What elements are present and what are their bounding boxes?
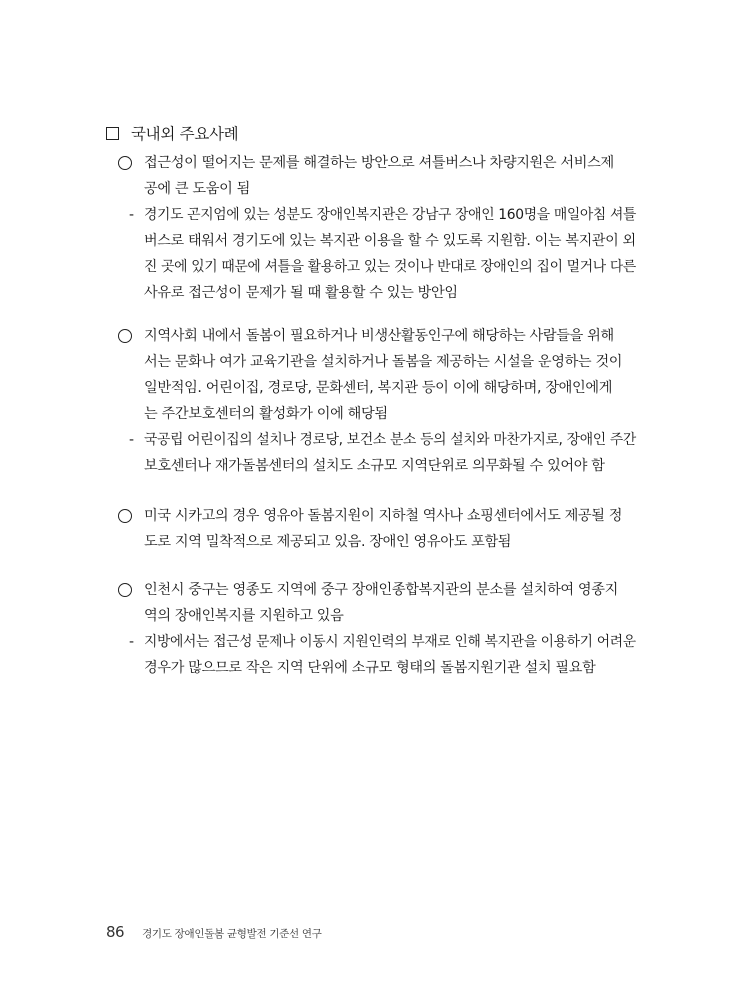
- main-point-line: 인천시 중구는 영종도 지역에 중구 장애인종합복지관의 분소를 설치하여 영종지: [144, 582, 619, 598]
- circle-bullet-icon: [118, 583, 132, 597]
- main-point-line: 접근성이 떨어지는 문제를 해결하는 방안으로 셔틀버스나 차량지원은 서비스제: [144, 155, 614, 171]
- running-title: 경기도 장애인돌봄 균형발전 기준선 연구: [142, 928, 322, 940]
- sub-point-line: 국공립 어린이집의 설치나 경로당, 보건소 분소 등의 설치와 마찬가지로, 장애인 주간: [144, 432, 636, 448]
- circle-bullet-icon: [118, 156, 132, 170]
- main-point-line: 일반적임. 어린이집, 경로당, 문화센터, 복지관 등이 이에 해당하며, 장애인에게: [144, 380, 613, 396]
- main-point-line: 는 주간보호센터의 활성화가 이에 해당됨: [144, 406, 388, 422]
- dash-bullet-icon: -: [129, 432, 135, 448]
- dash-bullet-icon: -: [129, 207, 135, 223]
- circle-bullet-icon: [118, 329, 132, 343]
- page-number: 86: [106, 923, 125, 941]
- section-heading: [106, 122, 238, 144]
- main-point-line: 공에 큰 도움이 됨: [144, 181, 250, 197]
- sub-point-line: 경기도 곤지엄에 있는 성분도 장애인복지관은 강남구 장애인 160명을 매일아침 셔틀: [144, 207, 637, 223]
- sub-point-line: 버스로 태워서 경기도에 있는 복지관 이용을 할 수 있도록 지원함. 이는 복지관이 외: [144, 233, 636, 249]
- square-bullet-icon: [106, 127, 119, 140]
- main-point-line: 지역사회 내에서 돌봄이 필요하거나 비생산활동인구에 해당하는 사람들을 위해: [144, 328, 614, 344]
- sub-point-line: 경우가 많으므로 작은 지역 단위에 소규모 형태의 돌봄지원기관 설치 필요함: [144, 660, 596, 676]
- main-point-line: 서는 문화나 여가 교육기관을 설치하거나 돌봄을 제공하는 시설을 운영하는 것이: [144, 354, 623, 370]
- heading-text: 국내외 주요사례: [131, 125, 239, 143]
- main-point-line: 역의 장애인복지를 지원하고 있음: [144, 608, 344, 624]
- sub-point-line: 진 곳에 있기 때문에 셔틀을 활용하고 있는 것이나 반대로 장애인의 집이 멀거나 다른: [144, 259, 636, 275]
- sub-point-line: 사유로 접근성이 문제가 될 때 활용할 수 있는 방안임: [144, 285, 458, 301]
- main-point-line: 미국 시카고의 경우 영유아 돌봄지원이 지하철 역사나 쇼핑센터에서도 제공될 정: [144, 508, 623, 524]
- dash-bullet-icon: -: [129, 634, 135, 650]
- page-footer: [106, 922, 322, 941]
- sub-point-line: 지방에서는 접근성 문제나 이동시 지원인력의 부재로 인해 복지관을 이용하기 어려운: [144, 634, 636, 650]
- main-point-line: 도로 지역 밀착적으로 제공되고 있음. 장애인 영유아도 포함됨: [144, 534, 512, 550]
- sub-point-line: 보호센터나 재가돌봄센터의 설치도 소규모 지역단위로 의무화될 수 있어야 함: [144, 458, 605, 474]
- circle-bullet-icon: [118, 509, 132, 523]
